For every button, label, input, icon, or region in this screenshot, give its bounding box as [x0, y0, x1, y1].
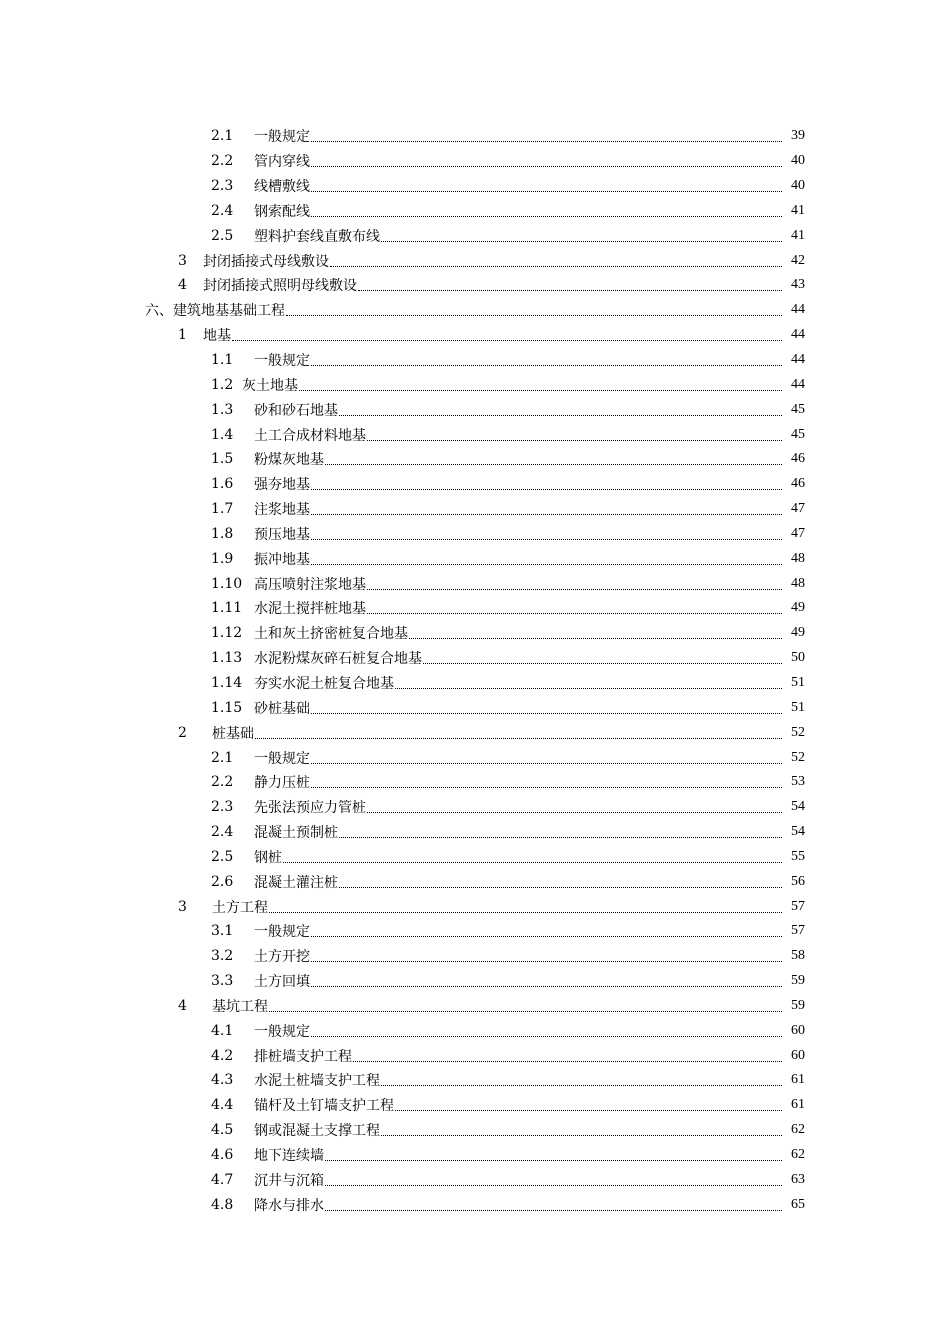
toc-entry[interactable] — [0, 1192, 950, 1217]
toc-entry-title: 土工合成材料地基 — [254, 427, 366, 444]
toc-dot-leader — [367, 600, 782, 616]
toc-entry-title: 混凝土灌注桩 — [254, 874, 338, 891]
toc-entry-number: 2.3 — [211, 799, 234, 816]
toc-entry-title: 一般规定 — [254, 353, 310, 370]
toc-entry-page: 58 — [791, 948, 805, 964]
toc-entry-number: 1.9 — [211, 550, 234, 567]
toc-entry-page: 48 — [791, 575, 805, 591]
toc-entry-number: 1.4 — [211, 426, 234, 443]
toc-entry[interactable] — [0, 919, 950, 944]
toc-entry[interactable] — [0, 770, 950, 795]
toc-entry-title: 灰土地基 — [242, 377, 298, 394]
toc-entry-page: 54 — [791, 799, 805, 815]
toc-entry-number: 1.1 — [211, 352, 234, 369]
toc-dot-leader — [311, 128, 782, 144]
toc-entry[interactable] — [0, 1167, 950, 1192]
toc-entry-number: 1.14 — [211, 674, 243, 691]
toc-entry-number: 2.5 — [211, 848, 234, 865]
toc-entry-title: 封闭插接式母线敷设 — [203, 253, 329, 270]
toc-entry[interactable] — [0, 944, 950, 969]
toc-entry-number: 4.6 — [211, 1147, 234, 1164]
toc-entry-page: 59 — [791, 973, 805, 989]
toc-entry-number: 4 — [178, 997, 187, 1014]
toc-entry[interactable] — [0, 149, 950, 174]
toc-dot-leader — [339, 874, 782, 890]
toc-entry[interactable] — [0, 422, 950, 447]
toc-entry-number: 3 — [178, 898, 187, 915]
toc-entry[interactable] — [0, 447, 950, 472]
toc-entry-page: 56 — [791, 873, 805, 889]
toc-entry-number: 2.4 — [211, 202, 234, 219]
toc-entry-number: 2 — [178, 724, 187, 741]
toc-entry[interactable] — [0, 497, 950, 522]
toc-entry[interactable] — [0, 1118, 950, 1143]
toc-entry-number: 2.3 — [211, 178, 234, 195]
toc-dot-leader — [311, 526, 782, 542]
toc-entry-title: 一般规定 — [254, 924, 310, 941]
toc-entry[interactable] — [0, 969, 950, 994]
toc-entry-title: 土方回填 — [254, 974, 310, 991]
toc-entry-title: 水泥土桩墙支护工程 — [254, 1073, 380, 1090]
toc-dot-leader — [311, 948, 782, 964]
toc-dot-leader — [311, 178, 782, 194]
toc-dot-leader — [325, 451, 782, 467]
toc-entry[interactable] — [0, 869, 950, 894]
toc-dot-leader — [311, 700, 782, 716]
toc-entry-number: 4.7 — [211, 1171, 234, 1188]
toc-entry-title: 基坑工程 — [212, 998, 268, 1015]
toc-entry-number: 1.8 — [211, 525, 234, 542]
toc-dot-leader — [325, 1197, 782, 1213]
toc-entry-page: 49 — [791, 600, 805, 616]
toc-entry[interactable] — [0, 795, 950, 820]
toc-dot-leader — [311, 973, 782, 989]
toc-entry-title: 土和灰土挤密桩复合地基 — [254, 626, 408, 643]
toc-entry-page: 47 — [791, 501, 805, 517]
toc-entry-title: 锚杆及土钉墙支护工程 — [254, 1098, 394, 1115]
toc-dot-leader — [232, 327, 782, 343]
toc-entry[interactable] — [0, 248, 950, 273]
toc-entry-number: 3 — [178, 252, 187, 269]
toc-entry-page: 39 — [791, 128, 805, 144]
toc-entry[interactable] — [0, 646, 950, 671]
toc-dot-leader — [395, 675, 782, 691]
toc-dot-leader — [311, 153, 782, 169]
toc-entry-page: 44 — [791, 327, 805, 343]
toc-entry-page: 61 — [791, 1072, 805, 1088]
toc-entry[interactable] — [0, 994, 950, 1019]
toc-entry[interactable] — [0, 348, 950, 373]
toc-entry-title: 水泥土搅拌桩地基 — [254, 601, 366, 618]
toc-entry-title: 塑料护套线直敷布线 — [254, 228, 380, 245]
toc-entry-number: 2.2 — [211, 153, 234, 170]
toc-entry-page: 55 — [791, 848, 805, 864]
toc-entry-page: 59 — [791, 997, 805, 1013]
toc-entry[interactable] — [0, 1093, 950, 1118]
toc-dot-leader — [353, 1048, 782, 1064]
toc-entry-page: 54 — [791, 824, 805, 840]
toc-entry-title: 沉井与沉箱 — [254, 1172, 324, 1189]
toc-entry-number: 2.6 — [211, 873, 234, 890]
toc-dot-leader — [311, 551, 782, 567]
toc-entry-title: 夯实水泥土桩复合地基 — [254, 675, 394, 692]
toc-entry-title: 混凝土预制桩 — [254, 825, 338, 842]
toc-dot-leader — [311, 774, 782, 790]
toc-entry-number: 4.2 — [211, 1047, 234, 1064]
toc-entry-page: 62 — [791, 1122, 805, 1138]
toc-entry-page: 42 — [791, 252, 805, 268]
toc-entry-title: 土方工程 — [212, 899, 268, 916]
toc-dot-leader — [311, 203, 782, 219]
toc-entry-title: 水泥粉煤灰碎石桩复合地基 — [254, 651, 422, 668]
toc-entry-page: 49 — [791, 625, 805, 641]
toc-entry[interactable] — [0, 397, 950, 422]
toc-entry-number: 4.8 — [211, 1196, 234, 1213]
toc-dot-leader — [283, 849, 782, 865]
toc-entry-number: 1.7 — [211, 501, 234, 518]
toc-entry-page: 60 — [791, 1047, 805, 1063]
toc-entry-number: 4.4 — [211, 1097, 234, 1114]
toc-dot-leader — [358, 277, 782, 293]
toc-dot-leader — [381, 1072, 782, 1088]
toc-entry-page: 53 — [791, 774, 805, 790]
toc-entry[interactable] — [0, 174, 950, 199]
toc-entry-title: 预压地基 — [254, 526, 310, 543]
toc-entry[interactable] — [0, 621, 950, 646]
toc-entry-title: 地下连续墙 — [254, 1148, 324, 1165]
toc-entry-page: 47 — [791, 525, 805, 541]
toc-entry[interactable] — [0, 223, 950, 248]
toc-entry-page: 51 — [791, 699, 805, 715]
toc-dot-leader — [381, 228, 782, 244]
toc-entry-number: 3.3 — [211, 973, 234, 990]
toc-dot-leader — [286, 302, 782, 318]
toc-entry[interactable] — [0, 745, 950, 770]
toc-entry-title: 线槽敷线 — [254, 179, 310, 196]
toc-entry[interactable] — [0, 323, 950, 348]
toc-entry-title: 注浆地基 — [254, 502, 310, 519]
toc-dot-leader — [381, 1122, 782, 1138]
toc-entry-page: 51 — [791, 674, 805, 690]
toc-dot-leader — [311, 352, 782, 368]
toc-entry[interactable] — [0, 372, 950, 397]
toc-entry-title: 粉煤灰地基 — [254, 452, 324, 469]
toc-entry-title: 一般规定 — [254, 1023, 310, 1040]
toc-entry-number: 2.5 — [211, 227, 234, 244]
toc-entry-title: 先张法预应力管桩 — [254, 800, 366, 817]
toc-entry-title: 砂桩基础 — [254, 700, 310, 717]
toc-entry-number: 2.4 — [211, 824, 234, 841]
toc-entry-page: 46 — [791, 476, 805, 492]
toc-entry-number: 1.6 — [211, 476, 234, 493]
toc-entry-number: 3.2 — [211, 948, 234, 965]
toc-dot-leader — [255, 725, 782, 741]
toc-entry-title: 地基 — [203, 328, 231, 345]
toc-entry-page: 57 — [791, 898, 805, 914]
toc-entry-title: 排桩墙支护工程 — [254, 1048, 352, 1065]
toc-dot-leader — [311, 501, 782, 517]
toc-dot-leader — [339, 402, 782, 418]
toc-entry-page: 63 — [791, 1171, 805, 1187]
toc-entry-number: 2.1 — [211, 128, 234, 145]
toc-entry-number: 1.5 — [211, 451, 234, 468]
toc-entry-page: 44 — [791, 302, 805, 318]
toc-entry-number: 4.5 — [211, 1122, 234, 1139]
toc-entry-title: 土方开挖 — [254, 949, 310, 966]
toc-dot-leader — [409, 625, 782, 641]
toc-entry-number: 1.10 — [211, 575, 243, 592]
toc-entry-page: 45 — [791, 401, 805, 417]
toc-entry-number: 2.1 — [211, 749, 234, 766]
toc-entry-number: 1.15 — [211, 699, 243, 716]
toc-entry[interactable] — [0, 571, 950, 596]
toc-entry-page: 45 — [791, 426, 805, 442]
toc-entry-title: 钢或混凝土支撑工程 — [254, 1123, 380, 1140]
toc-entry[interactable] — [0, 1018, 950, 1043]
toc-entry-page: 40 — [791, 153, 805, 169]
toc-entry-title: 建筑地基基础工程 — [173, 303, 285, 320]
toc-entry[interactable] — [0, 1043, 950, 1068]
toc-entry-title: 高压喷射注浆地基 — [254, 576, 366, 593]
toc-dot-leader — [269, 899, 782, 915]
toc-entry-page: 52 — [791, 749, 805, 765]
toc-entry[interactable] — [0, 298, 950, 323]
toc-entry-page: 41 — [791, 227, 805, 243]
toc-entry[interactable] — [0, 1068, 950, 1093]
toc-dot-leader — [395, 1097, 782, 1113]
toc-entry-title: 一般规定 — [254, 129, 310, 146]
toc-entry-page: 60 — [791, 1022, 805, 1038]
toc-entry-page: 44 — [791, 352, 805, 368]
toc-entry-page: 44 — [791, 376, 805, 392]
toc-entry-page: 57 — [791, 923, 805, 939]
toc-dot-leader — [330, 253, 782, 269]
toc-dot-leader — [367, 799, 782, 815]
toc-dot-leader — [269, 998, 782, 1014]
toc-dot-leader — [311, 750, 782, 766]
toc-dot-leader — [325, 1147, 782, 1163]
toc-entry-number: 4.1 — [211, 1022, 234, 1039]
toc-entry-number: 1.11 — [211, 600, 243, 617]
toc-entry[interactable] — [0, 671, 950, 696]
toc-entry[interactable] — [0, 472, 950, 497]
toc-entry-number: 1.12 — [211, 625, 243, 642]
toc-entry[interactable] — [0, 273, 950, 298]
toc-entry-title: 钢桩 — [254, 849, 282, 866]
toc-entry[interactable] — [0, 1143, 950, 1168]
toc-entry-number: 3.1 — [211, 923, 234, 940]
toc-dot-leader — [367, 427, 782, 443]
toc-entry-number: 六、 — [145, 303, 173, 320]
toc-entry-title: 一般规定 — [254, 750, 310, 767]
toc-entry-number: 4 — [178, 277, 187, 294]
toc-entry-title: 静力压桩 — [254, 775, 310, 792]
toc-entry-number: 1.13 — [211, 650, 243, 667]
toc-entry[interactable] — [0, 522, 950, 547]
toc-entry[interactable] — [0, 720, 950, 745]
toc-entry[interactable] — [0, 844, 950, 869]
table-of-contents — [0, 124, 950, 1217]
toc-entry-number: 1.3 — [211, 401, 234, 418]
toc-entry-title: 封闭插接式照明母线敷设 — [203, 278, 357, 295]
toc-dot-leader — [339, 824, 782, 840]
toc-entry-title: 振冲地基 — [254, 551, 310, 568]
toc-entry[interactable] — [0, 596, 950, 621]
toc-entry-title: 桩基础 — [212, 725, 254, 742]
toc-entry-page: 61 — [791, 1097, 805, 1113]
toc-entry-page: 46 — [791, 451, 805, 467]
toc-entry-number: 4.3 — [211, 1072, 234, 1089]
toc-entry-title: 管内穿线 — [254, 154, 310, 171]
toc-dot-leader — [311, 923, 782, 939]
toc-entry-page: 52 — [791, 724, 805, 740]
toc-entry-number: 1.2 — [211, 376, 234, 393]
toc-entry-page: 62 — [791, 1147, 805, 1163]
toc-entry-number: 1 — [178, 327, 187, 344]
toc-entry-title: 砂和砂石地基 — [254, 402, 338, 419]
toc-dot-leader — [299, 377, 782, 393]
toc-entry[interactable] — [0, 124, 950, 149]
toc-entry-title: 降水与排水 — [254, 1197, 324, 1214]
toc-entry-title: 钢索配线 — [254, 203, 310, 220]
toc-entry-page: 40 — [791, 178, 805, 194]
toc-entry-page: 43 — [791, 277, 805, 293]
toc-entry[interactable] — [0, 199, 950, 224]
toc-dot-leader — [423, 650, 782, 666]
toc-entry[interactable] — [0, 820, 950, 845]
toc-entry-page: 65 — [791, 1196, 805, 1212]
toc-entry-page: 48 — [791, 550, 805, 566]
toc-dot-leader — [311, 1023, 782, 1039]
toc-entry[interactable] — [0, 695, 950, 720]
toc-dot-leader — [367, 576, 782, 592]
toc-dot-leader — [311, 476, 782, 492]
toc-entry-page: 41 — [791, 202, 805, 218]
toc-dot-leader — [325, 1172, 782, 1188]
toc-entry-title: 强夯地基 — [254, 477, 310, 494]
toc-entry-page: 50 — [791, 650, 805, 666]
toc-entry[interactable] — [0, 894, 950, 919]
toc-entry-number: 2.2 — [211, 774, 234, 791]
toc-entry[interactable] — [0, 546, 950, 571]
